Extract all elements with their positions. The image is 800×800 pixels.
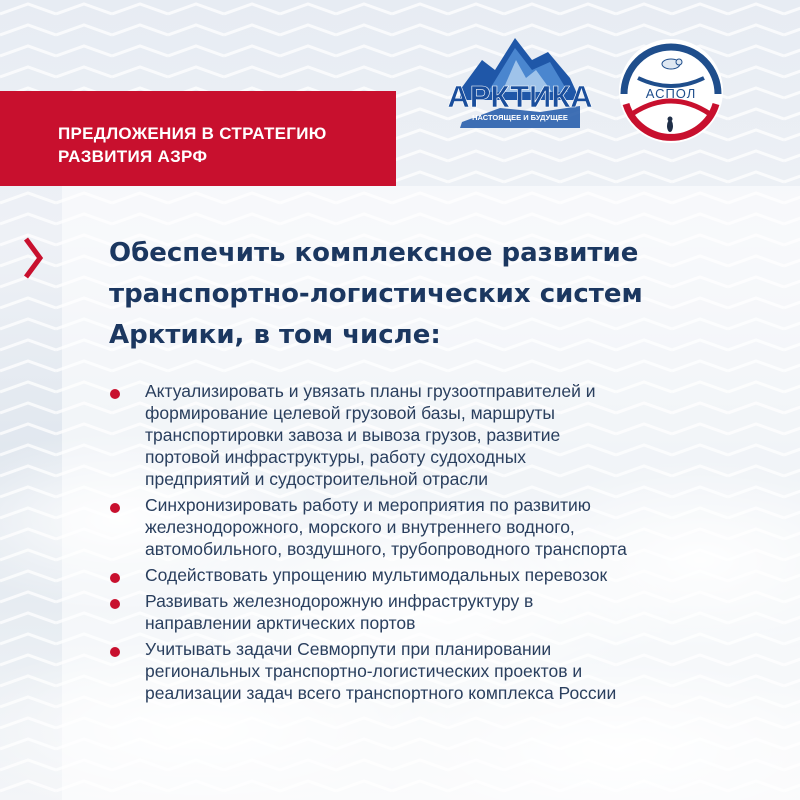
bullet-line: региональных транспортно-логистических проектов и <box>145 661 583 681</box>
banner-title <box>58 122 388 168</box>
bullet-line: транспортировки завоза и вывоза грузов, развитие <box>145 425 561 445</box>
bullet-line: Содействовать упрощению мультимодальных перевозок <box>145 565 608 585</box>
bullet-item <box>110 638 770 704</box>
arktika-logo-title: АРКТИКА <box>447 79 593 114</box>
bullet-dot-icon <box>110 599 120 609</box>
bullet-line: Синхронизировать работу и мероприятия по развитию <box>145 495 591 515</box>
heading-line-2: транспортно-логистических систем <box>109 279 643 309</box>
bullet-item <box>110 590 770 634</box>
bullet-line: направлении арктических портов <box>145 613 416 633</box>
bullet-line: автомобильного, воздушного, трубопроводного транспорта <box>145 539 627 559</box>
banner-title-line-1: ПРЕДЛОЖЕНИЯ В СТРАТЕГИЮ <box>58 124 327 143</box>
arktika-logo <box>440 30 600 135</box>
bullet-line: предприятий и судостроительной отрасли <box>145 469 489 489</box>
bullet-line: портовой инфраструктуры, работу судоходных <box>145 447 527 467</box>
bullet-line: формирование целевой грузовой базы, маршруты <box>145 403 555 423</box>
bullet-dot-icon <box>110 503 120 513</box>
arktika-logo-subtitle: НАСТОЯЩЕЕ И БУДУЩЕЕ <box>472 113 568 122</box>
heading-line-3: Арктики, в том числе: <box>109 320 441 350</box>
aspol-logo-title: АСПОЛ <box>645 86 697 101</box>
chevron-right-icon <box>22 235 44 281</box>
aspol-logo <box>616 36 726 146</box>
bullet-line: Актуализировать и увязать планы грузоотправителей и <box>145 381 596 401</box>
bullet-line: железнодорожного, морского и внутреннего водного, <box>145 517 575 537</box>
bullet-dot-icon <box>110 647 120 657</box>
heading-line-1: Обеспечить комплексное развитие <box>109 238 639 268</box>
bullet-item <box>110 564 770 586</box>
bullet-list <box>110 380 770 708</box>
banner-title-line-2: РАЗВИТИЯ АЗРФ <box>58 147 208 166</box>
bullet-item <box>110 380 770 490</box>
bullet-item <box>110 494 770 560</box>
bullet-dot-icon <box>110 389 120 399</box>
main-heading <box>109 233 759 356</box>
bullet-line: реализации задач всего транспортного комплекса России <box>145 683 617 703</box>
bullet-line: Развивать железнодорожную инфраструктуру в <box>145 591 534 611</box>
bullet-dot-icon <box>110 573 120 583</box>
bullet-line: Учитывать задачи Севморпути при планировании <box>145 639 552 659</box>
